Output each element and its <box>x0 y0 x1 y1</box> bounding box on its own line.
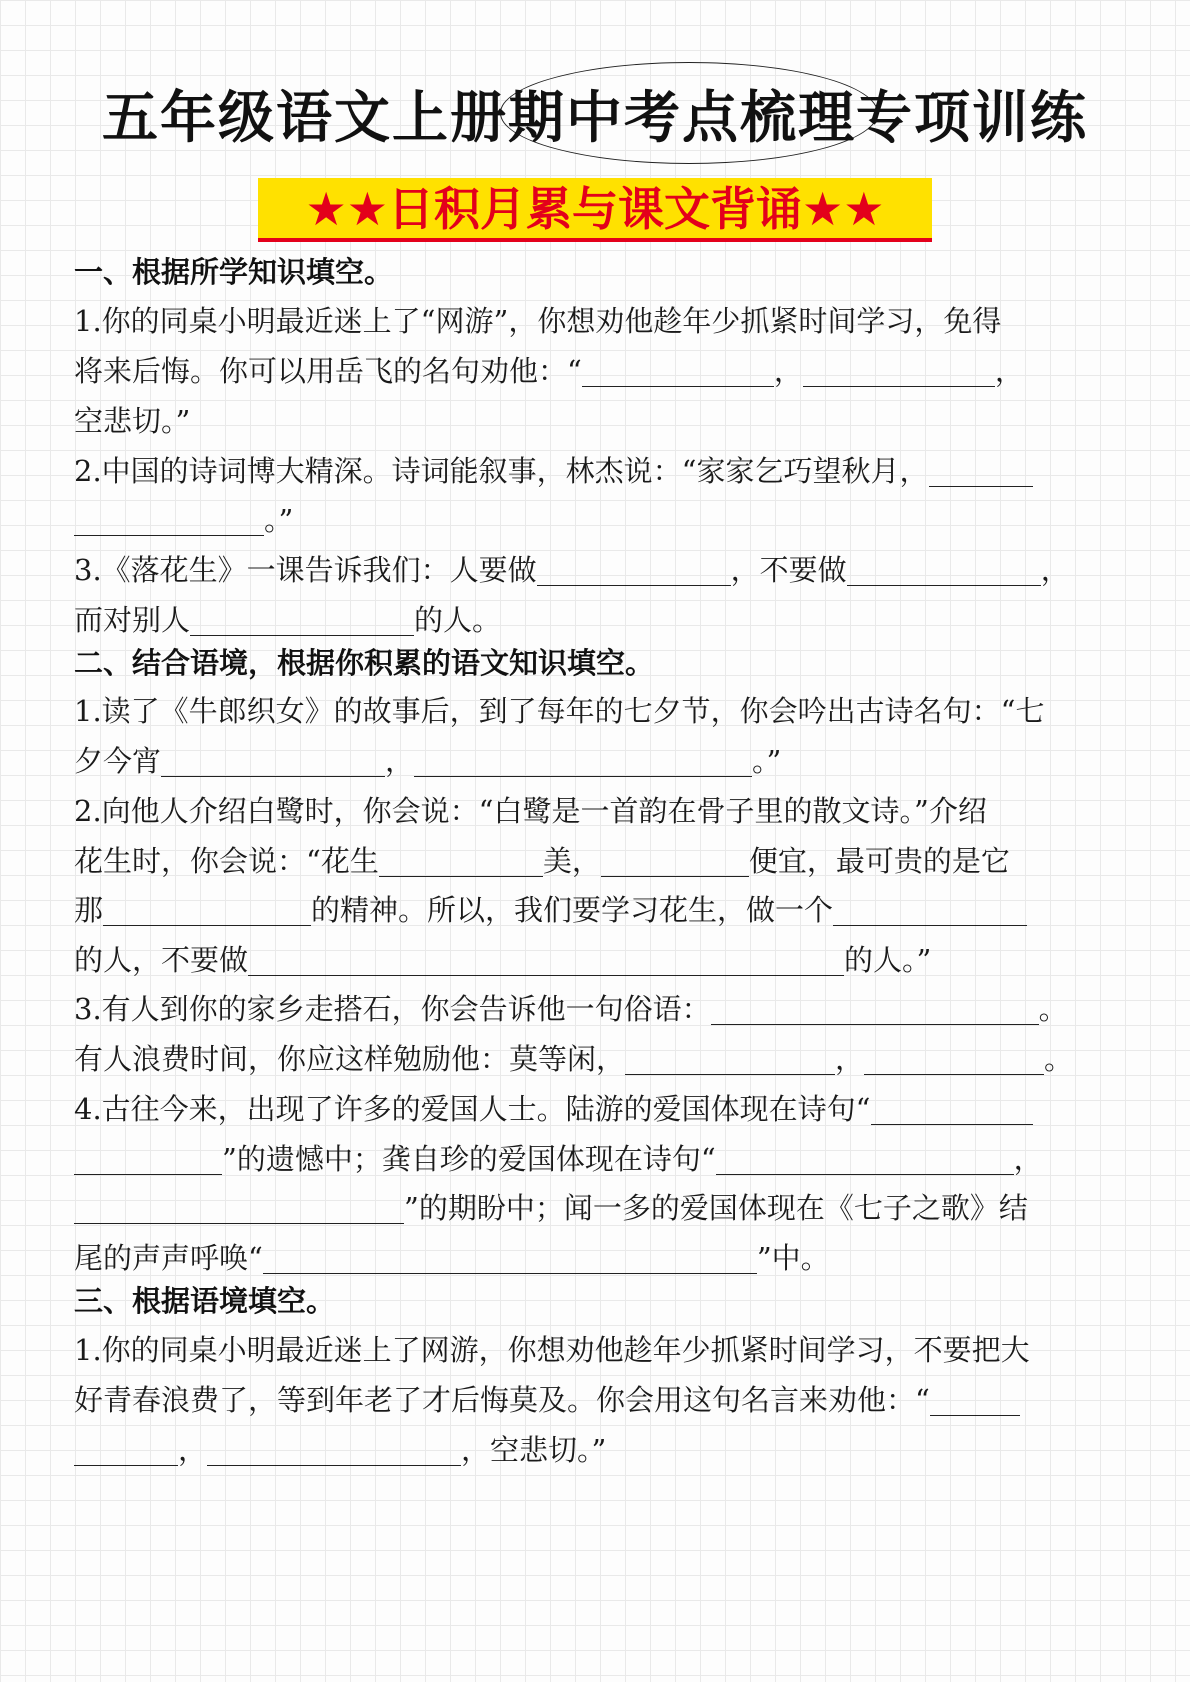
question-line <box>74 741 781 781</box>
answer-blank[interactable] <box>803 356 995 387</box>
page-title: 五年级语文上册期中考点梳理专项训练 <box>102 86 1088 151</box>
question-text: 2.中国的诗词博大精深。诗词能叙事，林杰说：“家家乞巧望秋月， <box>74 454 929 488</box>
answer-blank[interactable] <box>207 1435 461 1466</box>
question-text: ”中。 <box>756 1241 830 1275</box>
answer-blank[interactable] <box>248 945 844 976</box>
page-subtitle: ★★日积月累与课文背诵★★ <box>305 182 885 236</box>
question-line <box>74 1139 1043 1179</box>
answer-blank[interactable] <box>582 356 774 387</box>
answer-blank[interactable] <box>379 846 543 877</box>
answer-blank[interactable] <box>74 505 264 536</box>
question-line <box>74 989 1068 1029</box>
answer-blank[interactable] <box>414 746 752 777</box>
answer-blank[interactable] <box>711 994 1039 1025</box>
question-text: 便宜，最可贵的是它 <box>748 844 1010 878</box>
answer-blank[interactable] <box>74 1144 222 1175</box>
question-text: 将来后悔。你可以用岳飞的名句劝他：“ <box>74 354 582 388</box>
section-heading: 二、结合语境，根据你积累的语文知识填空。 <box>74 646 655 680</box>
question-text: 4.古往今来，出现了许多的爱国人士。陆游的爱国体现在诗句“ <box>74 1092 871 1126</box>
question-text: ”的期盼中；闻一多的爱国体现在《七子之歌》结 <box>404 1191 1028 1225</box>
question-line <box>74 1089 1033 1129</box>
answer-blank[interactable] <box>74 1435 178 1466</box>
question-line <box>74 351 1024 391</box>
question-line <box>74 1039 1073 1079</box>
question-line <box>74 1380 1020 1420</box>
question-text: 花生时，你会说：“花生 <box>74 844 379 878</box>
question-text: 3.有人到你的家乡走搭石，你会告诉他一句俗语： <box>74 992 711 1026</box>
question-text: 的精神。所以，我们要学习花生，做一个 <box>311 893 834 927</box>
question-line <box>74 500 293 540</box>
question-text: 2.向他人介绍白鹭时，你会说：“白鹭是一首韵在骨子里的散文诗。”介绍 <box>74 794 987 828</box>
answer-blank[interactable] <box>161 746 385 777</box>
answer-blank[interactable] <box>847 555 1041 586</box>
question-text: ， <box>178 1433 208 1467</box>
answer-blank[interactable] <box>625 1044 835 1075</box>
question-text: 。” <box>752 744 782 778</box>
question-line <box>74 791 987 831</box>
answer-blank[interactable] <box>716 1144 1014 1175</box>
question-text: 。” <box>264 503 294 537</box>
question-line <box>74 691 1045 731</box>
section-heading: 一、根据所学知识填空。 <box>74 255 394 289</box>
question-text: ， <box>385 744 415 778</box>
answer-blank[interactable] <box>929 456 1033 487</box>
question-text: 尾的声声呼唤“ <box>74 1241 263 1275</box>
answer-blank[interactable] <box>930 1385 1020 1416</box>
question-text: 夕今宵 <box>74 744 162 778</box>
answer-blank[interactable] <box>263 1243 757 1274</box>
question-line <box>74 841 1010 881</box>
question-line <box>74 890 1027 930</box>
answer-blank[interactable] <box>864 1044 1044 1075</box>
answer-blank[interactable] <box>833 895 1027 926</box>
question-text: 好青春浪费了，等到年老了才后悔莫及。你会用这句名言来劝他：“ <box>74 1383 930 1417</box>
question-text: 而对别人 <box>74 603 191 637</box>
section-heading: 三、根据语境填空。 <box>74 1284 336 1318</box>
question-text: 1.你的同桌小明最近迷上了网游，你想劝他趁年少抓紧时间学习，不要把大 <box>74 1333 1030 1367</box>
question-text: ，不要做 <box>730 553 847 587</box>
answer-blank[interactable] <box>601 846 749 877</box>
question-text: 。 <box>1038 992 1068 1026</box>
question-text: ， <box>773 354 803 388</box>
question-text: 的人，不要做 <box>74 943 249 977</box>
question-text: ， <box>994 354 1024 388</box>
question-text: 1.你的同桌小明最近迷上了“网游”，你想劝他趁年少抓紧时间学习，免得 <box>74 304 1002 338</box>
question-text: ， <box>1013 1142 1043 1176</box>
question-text: 的人。 <box>414 603 502 637</box>
question-text: 那 <box>74 893 104 927</box>
question-text: 1.读了《牛郎织女》的故事后，到了每年的七夕节，你会吟出古诗名句：“七 <box>74 694 1045 728</box>
answer-blank[interactable] <box>871 1094 1033 1125</box>
question-line <box>74 401 190 441</box>
question-text: ”的遗憾中；龚自珍的爱国体现在诗句“ <box>222 1142 716 1176</box>
answer-blank[interactable] <box>74 1193 404 1224</box>
question-line <box>74 600 501 640</box>
question-line <box>74 1188 1028 1228</box>
question-text: ， <box>835 1042 865 1076</box>
question-text: 3.《落花生》一课告诉我们：人要做 <box>74 553 537 587</box>
question-line <box>74 451 1033 491</box>
question-line <box>74 550 1070 590</box>
question-text: ，空悲切。” <box>461 1433 607 1467</box>
answer-blank[interactable] <box>190 605 414 636</box>
question-text: 有人浪费时间，你应这样勉励他：莫等闲， <box>74 1042 626 1076</box>
question-line <box>74 301 1001 341</box>
question-text: 美， <box>542 844 601 878</box>
question-line <box>74 940 931 980</box>
question-line <box>74 1430 606 1470</box>
question-text: 的人。” <box>844 943 932 977</box>
answer-blank[interactable] <box>537 555 731 586</box>
answer-blank[interactable] <box>103 895 311 926</box>
question-line <box>74 1330 1030 1370</box>
question-text: ， <box>1040 553 1070 587</box>
question-text: 空悲切。” <box>74 404 191 438</box>
question-line <box>74 1238 830 1278</box>
question-text: 。 <box>1044 1042 1074 1076</box>
